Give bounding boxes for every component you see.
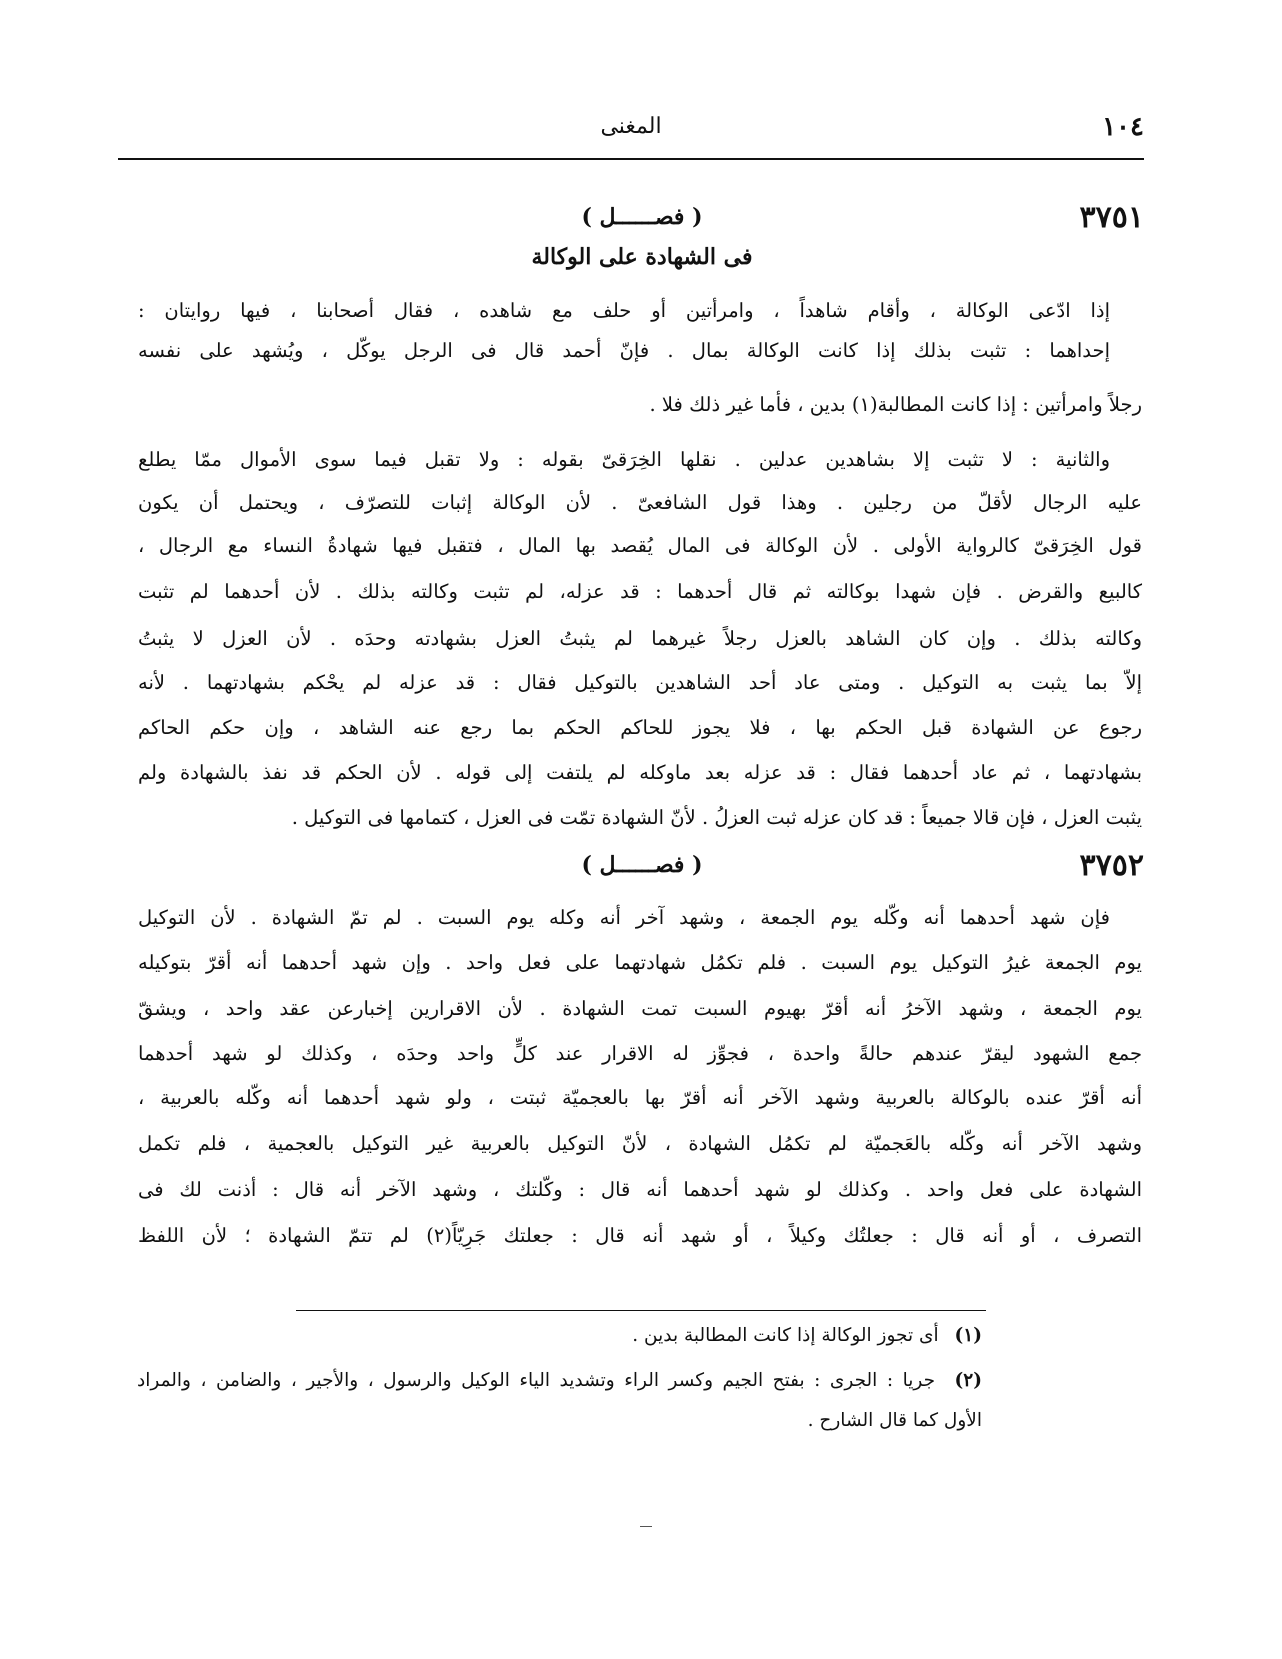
text-line: وشهد الآخر أنه وكّله بالعَجميّة لم تكمُل الشهادة ، لأنّ التوكيل بالعربية غير التوكيل بالعجمية ، فلم تكمل: [138, 1132, 1142, 1155]
section-heading: [140, 848, 1144, 892]
footnote-text: أى تجوز الوكالة إذا كانت المطالبة بدين .: [632, 1325, 939, 1346]
text-line: وكالته بذلك . وإن كان الشاهد بالعزل رجلاً غيرهما لم يثبتُ العزل بشهادته وحدَه . لأن العزل لا يثبتُ: [138, 627, 1142, 650]
footnote-continuation: الأول كما قال الشارح .: [807, 1410, 982, 1431]
footnote: [137, 1368, 982, 1394]
text-line: بشهادتهما ، ثم عاد أحدهما فقال : قد عزله بعد ماوكله لم يلتفت إلى قوله . لأن الحكم قد نفذ بالشهادة ولم: [138, 761, 1142, 784]
page-number: ١٠٤: [1102, 112, 1144, 142]
text-line: يوم الجمعة ، وشهد الآخرُ أنه أقرّ بهيوم السبت تمت الشهادة . لأن الاقرارين إخبارعن عقد واحد ، ويشقّ: [138, 997, 1142, 1020]
text-line: جمع الشهود ليقرّ عندهم حالةً واحدة ، فجوِّز له الاقرار عند كلٍّ واحد وحدَه ، وكذلك لو شهد أحدهما: [138, 1042, 1142, 1065]
text-line: رجوع عن الشهادة قبل الحكم بها ، فلا يجوز للحاكم الحكم بما رجع عنه الشاهد ، وإن حكم الحاكم: [138, 716, 1142, 739]
text-line: فإن شهد أحدهما أنه وكّله يوم الجمعة ، وشهد آخر أنه وكله يوم السبت . لم تمّ الشهادة . لأن التوكيل: [138, 906, 1110, 929]
footnote: [632, 1323, 982, 1349]
text-line: التصرف ، أو أنه قال : جعلتُك وكيلاً ، أو شهد أنه قال : جعلتك جَرِيّاً(٢) لم تتمّ الشهادة ؛ لأن اللفظ: [138, 1224, 1142, 1247]
section-label: ( فصــــــل ): [581, 852, 703, 878]
text-line: إلاّ بما يثبت به التوكيل . ومتى عاد أحد الشاهدين بالتوكيل فقال : قد عزله لم يحْكم بشهادتهما . لأنه: [138, 671, 1142, 694]
text-line: إحداهما : تثبت بذلك إذا كانت الوكالة بمال . فإنّ أحمد قال فى الرجل يوكّل ، ويُشهد على نفسه: [138, 339, 1110, 362]
text-line: أنه أقرّ عنده بالوكالة بالعربية وشهد الآخر أنه أقرّ بها بالعجميّة ثبتت ، ولو شهد أحدهما أنه وكّله بالعربية ،: [138, 1086, 1142, 1109]
running-header: [118, 112, 1144, 148]
text-line: إذا ادّعى الوكالة ، وأقام شاهداً ، وامرأتين أو حلف مع شاهده ، فقال أصحابنا ، فيها روايتان :: [138, 299, 1110, 322]
text-line: عليه الرجال لأقلّ من رجلين . وهذا قول الشافعىّ . لأن الوكالة إثبات للتصرّف ، ويحتمل أن يكون: [138, 491, 1142, 514]
section-label: ( فصــــــل ): [581, 204, 703, 230]
section-subtitle: فى الشهادة على الوكالة: [531, 244, 753, 270]
text-line: قول الخِرَقىّ كالرواية الأولى . لأن الوكالة فى المال يُقصد بها المال ، فتقبل فيها شهادةُ النساء مع الرجال ،: [138, 534, 1142, 557]
text-line: الشهادة على فعل واحد . وكذلك لو شهد أحدهما أنه قال : وكّلتك ، وشهد الآخر أنه قال : أذنت لك فى: [138, 1178, 1142, 1201]
footnote-rule: [296, 1310, 986, 1311]
section-number: ٣٧٥١: [1079, 200, 1144, 235]
footnote-mark: (٢): [954, 1370, 982, 1391]
book-title: المغنى: [600, 114, 662, 139]
text-line: يوم الجمعة غيرُ التوكيل يوم السبت . فلم تكمُل شهادتهما على فعل واحد . وإن شهد أحدهما أنه أقرّ بتوكيله: [138, 951, 1142, 974]
footnote-mark: (١): [954, 1325, 982, 1346]
text-line: رجلاً وامرأتين : إذا كانت المطالبة(١) بدين ، فأما غير ذلك فلا .: [649, 393, 1142, 416]
header-rule: [118, 158, 1144, 160]
footnote-text: جريا : الجرى : بفتح الجيم وكسر الراء وتشديد الياء الوكيل والرسول ، والأجير ، والضامن ، والمراد: [137, 1370, 936, 1391]
text-line: والثانية : لا تثبت إلا بشاهدين عدلين . نقلها الخِرَقىّ بقوله : ولا تقبل فيما سوى الأموال ممّا يطلع: [138, 448, 1110, 471]
section-number: ٣٧٥٢: [1079, 848, 1144, 883]
text-line: يثبت العزل ، فإن قالا جميعاً : قد كان عزله ثبت العزلُ . لأنّ الشهادة تمّت فى العزل ، كتمامها فى التوكيل .: [291, 806, 1142, 829]
text-line: كالبيع والقرض . فإن شهدا بوكالته ثم قال أحدهما : قد عزله، لم تثبت وكالته بذلك . لأن أحدهما لم تثبت: [138, 580, 1142, 603]
page-mark: [640, 1526, 652, 1527]
section-heading: [140, 200, 1144, 244]
